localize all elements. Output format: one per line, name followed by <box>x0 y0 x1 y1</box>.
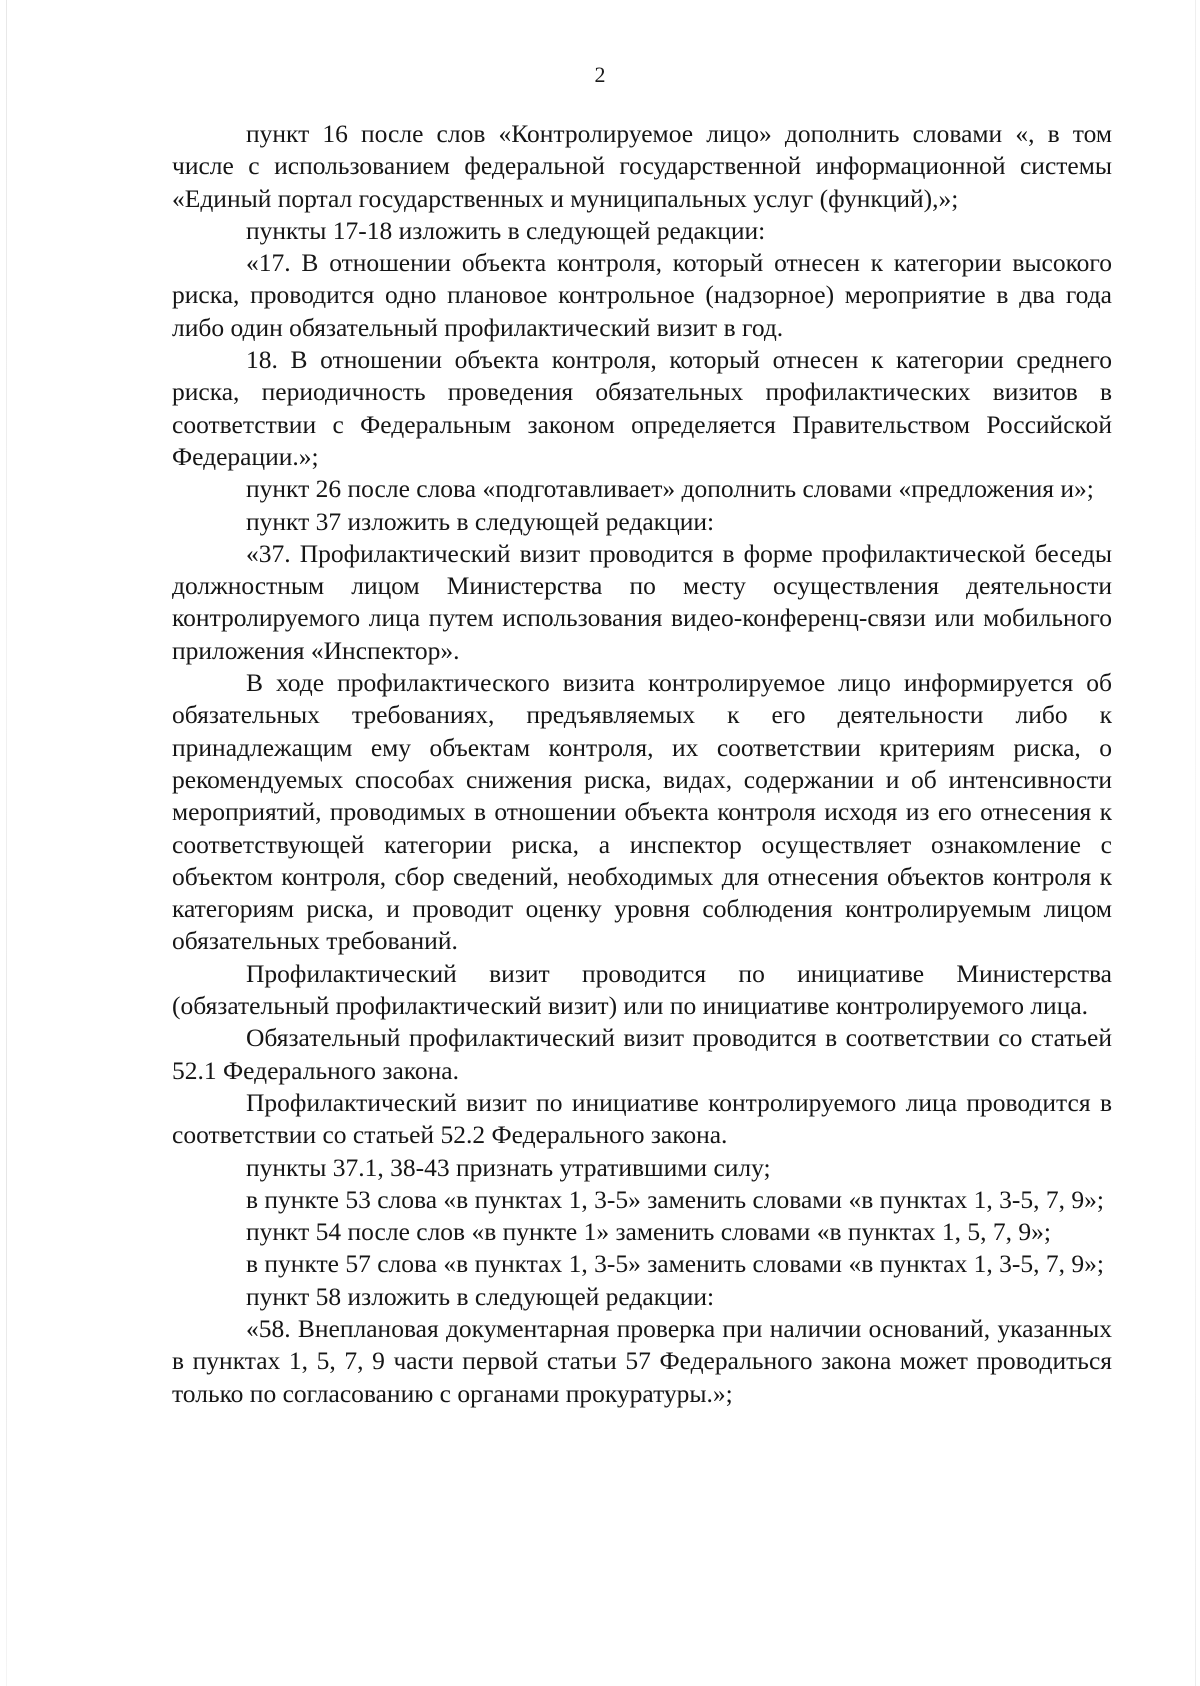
paragraph: Обязательный профилактический визит проводится в соответствии со статьей 52.1 Федерального закона. <box>172 1023 1112 1085</box>
paragraph: пункт 54 после слов «в пункте 1» заменить словами «в пунктах 1, 5, 7, 9»; <box>246 1217 1051 1247</box>
paragraph: 18. В отношении объекта контроля, который отнесен к категории среднего риска, периодичность проведения обязательных профилактических визитов в соответствии с Федеральным законом определяется Правительством Российской Федерации.»; <box>172 345 1112 471</box>
paragraph: в пункте 57 слова «в пунктах 1, 3-5» заменить словами «в пунктах 1, 3-5, 7, 9»; <box>246 1249 1104 1279</box>
paragraph: пункт 26 после слова «подготавливает» дополнить словами «предложения и»; <box>246 474 1094 504</box>
document-body <box>172 118 1112 1410</box>
paragraph: «17. В отношении объекта контроля, который отнесен к категории высокого риска, проводится одно плановое контрольное (надзорное) мероприятие в два года либо один обязательный профилактический визит в год. <box>172 248 1112 342</box>
paragraph: в пункте 53 слова «в пунктах 1, 3-5» заменить словами «в пунктах 1, 3-5, 7, 9»; <box>246 1184 1104 1214</box>
paragraph: пункт 58 изложить в следующей редакции: <box>246 1281 715 1311</box>
paragraph: В ходе профилактического визита контролируемое лицо информируется об обязательных требованиях, предъявляемых к его деятельности либо к принадлежащим ему объектам контроля, их соответствии критериям риска, о рекомендуемых способах снижения риска, видах, содержании и об интенсивности мероприятий, проводимых в отношении объекта контроля исходя из его отнесения к соответствующей категории риска, а инспектор осуществляет ознакомление с объектом контроля, сбор сведений, необходимых для отнесения объектов контроля к категориям риска, и проводит оценку уровня соблюдения контролируемым лицом обязательных требований. <box>172 668 1112 956</box>
scan-edge-left <box>6 0 7 1686</box>
paragraph: «58. Внеплановая документарная проверка при наличии оснований, указанных в пунктах 1, 5, 7, 9 части первой статьи 57 Федерального закона может проводиться только по согласованию с органами прокуратуры.»; <box>172 1313 1112 1408</box>
paragraph: Профилактический визит проводится по инициативе Министерства (обязательный профилактический визит) или по инициативе контролируемого лица. <box>172 958 1112 1021</box>
paragraph: пункт 37 изложить в следующей редакции: <box>246 506 715 536</box>
paragraph: «37. Профилактический визит проводится в форме профилактической беседы должностным лицом Министерства по месту осуществления деятельности контролируемого лица путем использования видео-конференц-связи или мобильного приложения «Инспектор». <box>172 538 1112 665</box>
paragraph: пункты 37.1, 38-43 признать утратившими силу; <box>246 1152 771 1182</box>
paragraph: пункты 17-18 изложить в следующей редакции: <box>246 215 766 245</box>
scan-edge-right <box>1195 0 1196 1686</box>
paragraph: пункт 16 после слов «Контролируемое лицо» дополнить словами «, в том числе с использованием федеральной государственной информационной системы «Единый портал государственных и муниципальных услуг (функций),»; <box>172 119 1112 213</box>
page-number: 2 <box>594 62 606 87</box>
paragraph: Профилактический визит по инициативе контролируемого лица проводится в соответствии со статьей 52.2 Федерального закона. <box>172 1087 1112 1150</box>
